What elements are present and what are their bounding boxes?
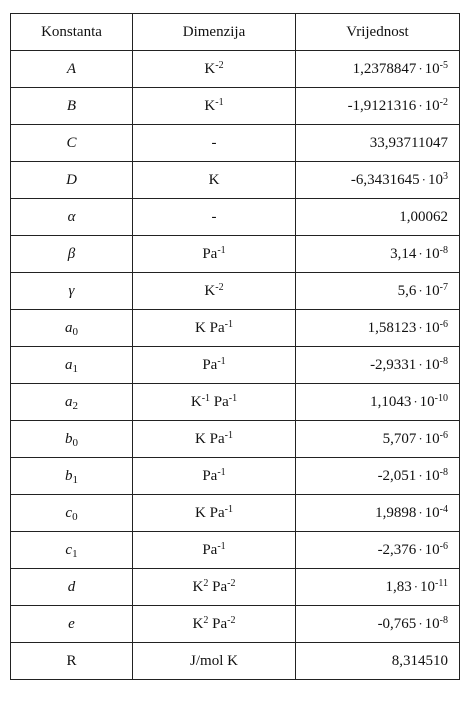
cell-dimenzija	[133, 458, 296, 495]
value-exponent: -6	[439, 540, 448, 552]
multiply-dot: ·	[418, 504, 423, 520]
multiply-dot: ·	[418, 97, 423, 113]
cell-dimenzija	[133, 199, 296, 236]
cell-konstanta	[11, 273, 133, 310]
constant-symbol: b	[65, 430, 73, 447]
cell-dimenzija	[133, 569, 296, 606]
cell-vrijednost	[296, 162, 460, 199]
dimension-unit: K	[204, 60, 216, 77]
value-base: 10	[424, 615, 440, 632]
cell-dimenzija	[133, 347, 296, 384]
dimension-exponent: -1	[217, 540, 226, 552]
cell-vrijednost	[296, 88, 460, 125]
value-mantissa: -2,051	[377, 467, 417, 484]
cell-vrijednost	[296, 532, 460, 569]
dimension-exponent: 2	[203, 577, 209, 589]
dimension-unit: J/mol K	[190, 652, 238, 669]
table-row	[11, 384, 460, 421]
value-exponent: -8	[439, 355, 448, 367]
cell-dimenzija	[133, 162, 296, 199]
table-row	[11, 88, 460, 125]
value-mantissa: -6,3431645	[350, 171, 420, 188]
table-row	[11, 606, 460, 643]
cell-konstanta	[11, 88, 133, 125]
value-text: 1,00062	[399, 208, 448, 225]
table-row	[11, 199, 460, 236]
multiply-dot: ·	[418, 245, 423, 261]
cell-vrijednost	[296, 421, 460, 458]
dimension-exponent: -1	[215, 96, 224, 108]
dimension-exponent: -1	[224, 318, 233, 330]
header-konstanta: Konstanta	[11, 14, 133, 51]
multiply-dot: ·	[418, 282, 423, 298]
dimension-exponent: -1	[217, 244, 226, 256]
value-exponent: -8	[439, 466, 448, 478]
value-base: 10	[420, 578, 436, 595]
dimension-unit: K	[190, 393, 202, 410]
dimension-unit: Pa	[202, 467, 218, 484]
dimension-exponent: -2	[215, 281, 224, 293]
dimension-unit: Pa	[202, 245, 218, 262]
multiply-dot: ·	[418, 615, 423, 631]
cell-konstanta	[11, 569, 133, 606]
dimension-exponent: -2	[215, 59, 224, 71]
multiply-dot: ·	[418, 60, 423, 76]
value-base: 10	[428, 171, 443, 188]
value-base: 10	[424, 430, 440, 447]
cell-vrijednost	[296, 606, 460, 643]
dimension-exponent-2: -2	[227, 577, 236, 589]
value-base: 10	[424, 504, 440, 521]
value-text: 33,93711047	[369, 134, 448, 151]
cell-dimenzija	[133, 532, 296, 569]
cell-vrijednost	[296, 125, 460, 162]
constant-symbol: a	[65, 356, 73, 373]
dimension-exponent: -1	[201, 392, 211, 404]
dimension-exponent-2: -2	[227, 614, 236, 626]
cell-konstanta	[11, 458, 133, 495]
dimension-unit: Pa	[202, 541, 218, 558]
value-text: 8,314510	[391, 652, 448, 669]
header-row	[11, 14, 460, 51]
dimension-exponent: 2	[203, 614, 209, 626]
value-mantissa: 1,9898	[375, 504, 417, 521]
dimension-unit-2: Pa	[210, 393, 229, 410]
cell-dimenzija	[133, 606, 296, 643]
cell-konstanta	[11, 421, 133, 458]
dimension-unit: K	[192, 578, 204, 595]
value-exponent: 3	[443, 170, 448, 182]
cell-vrijednost	[296, 384, 460, 421]
constant-symbol: γ	[68, 282, 75, 299]
cell-dimenzija	[133, 421, 296, 458]
constant-symbol: a	[65, 393, 73, 410]
value-exponent: -4	[439, 503, 448, 515]
cell-konstanta	[11, 310, 133, 347]
cell-dimenzija	[133, 495, 296, 532]
table-row	[11, 458, 460, 495]
constant-symbol: B	[66, 97, 77, 114]
value-exponent: -8	[439, 614, 448, 626]
multiply-dot: ·	[413, 578, 419, 594]
table-row	[11, 643, 460, 680]
value-exponent: -2	[439, 96, 448, 108]
cell-konstanta	[11, 347, 133, 384]
table-row	[11, 421, 460, 458]
multiply-dot: ·	[418, 467, 423, 483]
dimension-unit: -	[211, 208, 217, 225]
cell-konstanta	[11, 606, 133, 643]
cell-vrijednost	[296, 236, 460, 273]
cell-vrijednost	[296, 347, 460, 384]
cell-konstanta	[11, 532, 133, 569]
constant-symbol: A	[66, 60, 77, 77]
multiply-dot: ·	[418, 541, 423, 557]
cell-konstanta	[11, 199, 133, 236]
value-exponent: -6	[439, 318, 448, 330]
value-base: 10	[424, 60, 440, 77]
constant-symbol: C	[66, 134, 77, 151]
table-row	[11, 162, 460, 199]
constant-symbol: c	[65, 541, 73, 558]
cell-vrijednost	[296, 51, 460, 88]
value-mantissa: 1,83	[385, 578, 412, 595]
constant-symbol: D	[66, 171, 77, 188]
cell-konstanta	[11, 236, 133, 273]
value-exponent: -8	[439, 244, 448, 256]
header-vrijednost: Vrijednost	[296, 14, 460, 51]
cell-dimenzija	[133, 88, 296, 125]
constant-subscript: 1	[72, 547, 78, 560]
header-dimenzija: Dimenzija	[133, 14, 296, 51]
value-base: 10	[424, 245, 440, 262]
table-row	[11, 347, 460, 384]
constant-symbol: b	[65, 467, 73, 484]
table-row	[11, 310, 460, 347]
dimension-unit: K	[192, 615, 204, 632]
dimension-unit: K Pa	[195, 504, 225, 521]
cell-vrijednost	[296, 495, 460, 532]
dimension-exponent: -1	[224, 503, 233, 515]
value-base: 10	[424, 97, 440, 114]
constant-symbol: a	[65, 319, 73, 336]
dimension-unit: K Pa	[195, 430, 225, 447]
value-base: 10	[424, 319, 440, 336]
multiply-dot: ·	[418, 319, 423, 335]
constant-symbol: e	[68, 615, 75, 632]
table-row	[11, 532, 460, 569]
value-mantissa: 5,707	[382, 430, 417, 447]
table-row	[11, 273, 460, 310]
multiply-dot: ·	[413, 393, 418, 409]
value-exponent: -11	[435, 577, 448, 589]
multiply-dot: ·	[418, 430, 423, 446]
table-row	[11, 51, 460, 88]
cell-konstanta	[11, 495, 133, 532]
value-exponent: -5	[439, 59, 448, 71]
constant-subscript: 0	[72, 325, 78, 338]
table-row	[11, 125, 460, 162]
dimension-unit: K Pa	[195, 319, 225, 336]
value-mantissa: -2,376	[377, 541, 417, 558]
cell-dimenzija	[133, 273, 296, 310]
constant-subscript: 0	[72, 510, 78, 523]
value-exponent: -10	[434, 392, 448, 404]
table-row	[11, 569, 460, 606]
value-exponent: -6	[439, 429, 448, 441]
cell-dimenzija	[133, 51, 296, 88]
cell-dimenzija	[133, 643, 296, 680]
constant-subscript: 1	[72, 362, 78, 375]
value-exponent: -7	[439, 281, 448, 293]
value-base: 10	[424, 282, 440, 299]
dimension-exponent: -1	[217, 466, 226, 478]
constant-subscript: 1	[72, 473, 78, 486]
dimension-unit: -	[211, 134, 217, 151]
value-base: 10	[424, 467, 440, 484]
cell-vrijednost	[296, 458, 460, 495]
cell-dimenzija	[133, 384, 296, 421]
multiply-dot: ·	[421, 171, 426, 187]
value-base: 10	[419, 393, 435, 410]
dimension-unit: K	[204, 97, 216, 114]
dimension-exponent: -1	[217, 355, 226, 367]
value-mantissa: 1,2378847	[352, 60, 417, 77]
cell-dimenzija	[133, 125, 296, 162]
value-mantissa: -2,9331	[370, 356, 417, 373]
value-mantissa: -0,765	[377, 615, 417, 632]
cell-dimenzija	[133, 310, 296, 347]
table-row	[11, 495, 460, 532]
dimension-unit: Pa	[202, 356, 218, 373]
cell-konstanta	[11, 384, 133, 421]
table-row	[11, 236, 460, 273]
constants-table	[10, 13, 460, 680]
value-mantissa: 5,6	[397, 282, 417, 299]
multiply-dot: ·	[418, 356, 423, 372]
value-base: 10	[424, 541, 440, 558]
cell-dimenzija	[133, 236, 296, 273]
constant-subscript: 2	[72, 399, 78, 412]
dimension-unit: K	[208, 171, 220, 188]
cell-konstanta	[11, 643, 133, 680]
constant-symbol: α	[67, 208, 76, 225]
constant-subscript: 0	[72, 436, 78, 449]
cell-vrijednost	[296, 273, 460, 310]
cell-vrijednost	[296, 643, 460, 680]
cell-konstanta	[11, 51, 133, 88]
value-mantissa: 1,58123	[367, 319, 417, 336]
value-mantissa: 3,14	[390, 245, 417, 262]
cell-vrijednost	[296, 310, 460, 347]
dimension-unit: K	[204, 282, 216, 299]
dimension-unit-2: Pa	[208, 615, 228, 632]
value-mantissa: -1,9121316	[347, 97, 417, 114]
dimension-exponent-2: -1	[228, 392, 238, 404]
cell-vrijednost	[296, 569, 460, 606]
cell-konstanta	[11, 125, 133, 162]
constant-symbol: d	[67, 578, 76, 595]
cell-vrijednost	[296, 199, 460, 236]
value-mantissa: 1,1043	[370, 393, 412, 410]
value-base: 10	[424, 356, 440, 373]
dimension-unit-2: Pa	[208, 578, 228, 595]
cell-konstanta	[11, 162, 133, 199]
constant-symbol: β	[67, 245, 76, 262]
dimension-exponent: -1	[224, 429, 233, 441]
constant-symbol: R	[66, 652, 77, 669]
constant-symbol: c	[65, 504, 73, 521]
